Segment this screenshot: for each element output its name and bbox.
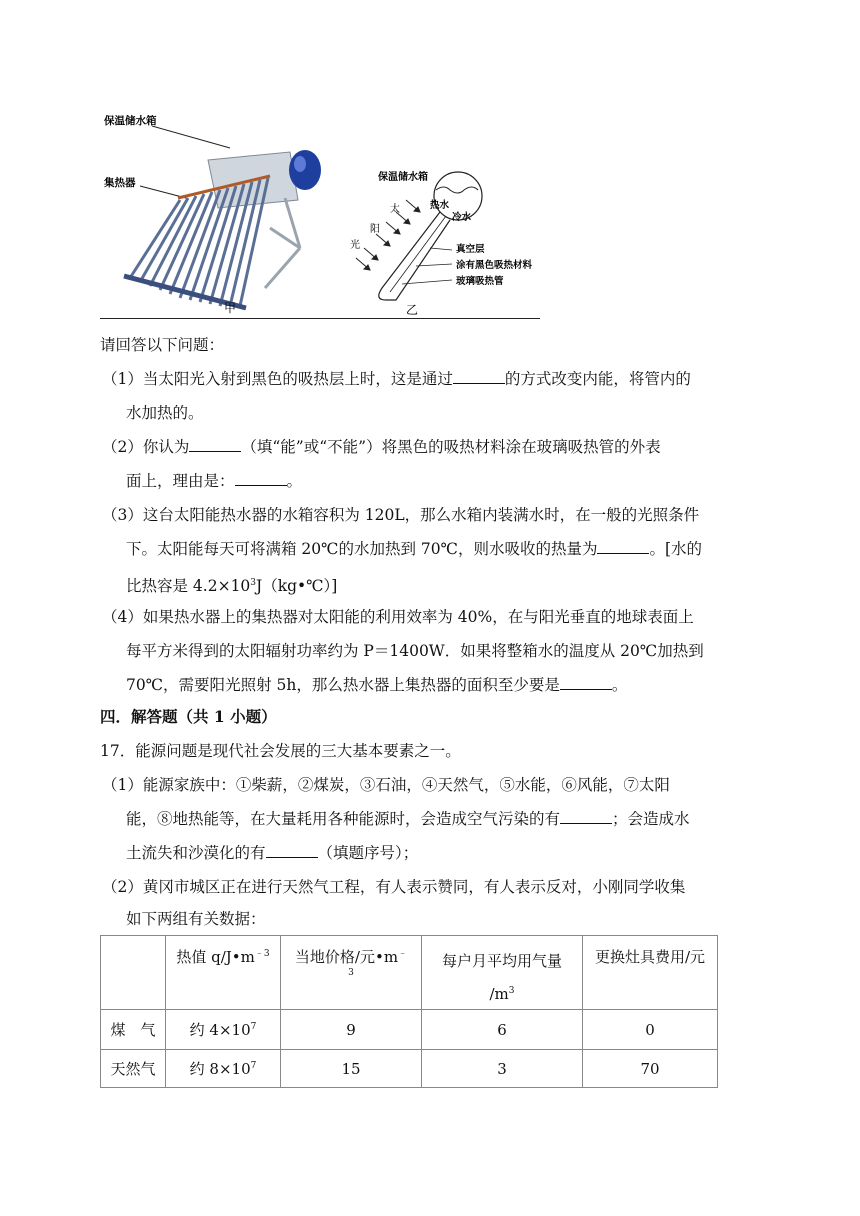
q3-blank[interactable]	[597, 539, 649, 554]
q4-line1: （4）如果热水器上的集热器对太阳能的利用效率为 40%，在与阳光垂直的地球表面上	[102, 608, 694, 626]
q1-text-b: 的方式改变内能，将管内的	[504, 370, 691, 388]
q3-text-c: 比热容是 4.2×10	[126, 577, 251, 596]
q3-line3	[126, 572, 786, 597]
row-cost: 70	[583, 1050, 718, 1088]
row-heat-sup: 7	[250, 1022, 257, 1032]
header-heat-text: 热值 q/J•m	[176, 948, 255, 966]
q1-line2: 水加热的。	[126, 404, 204, 422]
table-row	[101, 1050, 718, 1088]
row-cost: 0	[583, 1010, 718, 1050]
tube-diagram	[350, 170, 533, 317]
header-usage-unit: /m	[489, 985, 509, 1003]
section-heading: 四．解答题（共 1 小题）	[100, 707, 277, 726]
q3-text-a: 下。太阳能每天可将满箱 20℃的水加热到 70℃，则水吸收的热量为	[126, 540, 598, 558]
row-name: 天然气	[101, 1050, 166, 1088]
intro-text: 请回答以下问题：	[100, 336, 225, 354]
row-heat-text: 约 8×10	[189, 1060, 251, 1078]
row-usage: 6	[422, 1010, 583, 1050]
table-header-row	[101, 936, 718, 1010]
q17-p1-line3	[126, 842, 786, 864]
row-heat-value	[166, 1050, 281, 1088]
solar-heater-illustration	[103, 114, 321, 315]
q17-p1-line1: （1）能源家族中：①柴薪，②煤炭，③石油，④天然气，⑤水能，⑥风能，⑦太阳	[102, 776, 670, 794]
q4-text-a: 70℃，需要阳光照射 5h，那么热水器上集热器的面积至少要是	[126, 676, 560, 694]
q17-p2-line1: （2）黄冈市城区正在进行天然气工程，有人表示赞同，有人表示反对，小刚同学收集	[102, 878, 686, 896]
figure-divider	[100, 318, 540, 319]
q2-line2	[126, 470, 786, 492]
header-heat-value	[166, 936, 281, 1010]
q2-text-d: 。	[286, 472, 303, 490]
header-price-text: 当地价格/元•m	[294, 948, 399, 966]
q17-text-b: ；会造成水	[612, 810, 690, 828]
row-name: 煤 气	[101, 1010, 166, 1050]
q2-blank-1[interactable]	[189, 437, 241, 452]
row-price: 15	[281, 1050, 422, 1088]
label-vacuum: 真空层	[456, 244, 485, 255]
gas-comparison-table	[100, 935, 718, 1088]
row-heat-text: 约 4×10	[189, 1021, 251, 1039]
label-tank-right: 保温储水箱	[378, 172, 428, 183]
q17-p1-line2	[126, 808, 786, 830]
q17-stem: 17．能源问题是现代社会发展的三大基本要素之一。	[100, 742, 461, 760]
q17-text-c: 土流失和沙漠化的有	[126, 844, 266, 862]
sun-char-3: 光	[350, 240, 360, 251]
q17-blank-1[interactable]	[560, 809, 612, 824]
row-heat-sup: 7	[250, 1061, 257, 1071]
header-stove-cost: 更换灶具费用/元	[583, 936, 718, 1010]
label-cold-water: 冷水	[452, 212, 472, 223]
row-price: 9	[281, 1010, 422, 1050]
q2-line1	[102, 436, 762, 458]
q1-text-a: （1）当太阳光入射到黑色的吸热层上时，这是通过	[102, 370, 453, 388]
q3-text-d: J（kg•℃）]	[256, 577, 338, 596]
header-usage-text: 每户月平均用气量	[441, 952, 562, 970]
q1-blank[interactable]	[453, 369, 505, 384]
row-heat-value	[166, 1010, 281, 1050]
header-usage-sup: 3	[508, 986, 515, 996]
caption-left: 甲	[224, 301, 237, 315]
q17-p2-line2: 如下两组有关数据：	[126, 910, 266, 928]
q2-text-b: （填“能”或“不能”）将黑色的吸热材料涂在玻璃吸热管的外表	[241, 438, 661, 456]
caption-right: 乙	[406, 303, 419, 317]
label-coating: 涂有黑色吸热材料	[456, 260, 533, 271]
label-glass-tube: 玻璃吸热管	[456, 276, 504, 287]
sun-char-1: 太	[390, 204, 400, 215]
q2-text-c: 面上，理由是：	[126, 472, 235, 490]
header-empty-cell	[101, 936, 166, 1010]
sun-char-2: 阳	[370, 224, 380, 235]
q4-line2: 每平方米得到的太阳辐射功率约为 P＝1400W．如果将整箱水的温度从 20℃加热到	[126, 642, 704, 660]
q17-blank-2[interactable]	[266, 843, 318, 858]
q2-text-a: （2）你认为	[102, 438, 190, 456]
header-price-sup: ﹣	[398, 949, 408, 959]
header-price	[281, 936, 422, 1010]
q1-line1	[102, 368, 762, 390]
q3-line1: （3）这台太阳能热水器的水箱容积为 120L，那么水箱内装满水时，在一般的光照条件	[102, 506, 700, 524]
row-usage: 3	[422, 1050, 583, 1088]
solar-heater-figure	[100, 108, 540, 322]
header-heat-sup: ﹣3	[254, 949, 270, 959]
q4-line3	[126, 674, 786, 696]
label-collector: 集热器	[104, 177, 136, 189]
q3-line2	[126, 538, 786, 560]
label-tank: 保温储水箱	[104, 115, 157, 127]
q17-text-a: 能，⑧地热能等，在大量耗用各种能源时，会造成空气污染的有	[126, 810, 561, 828]
header-usage	[422, 936, 583, 1010]
q3-text-b: 。[水的	[649, 540, 703, 558]
q4-text-b: 。	[611, 676, 628, 694]
q4-blank[interactable]	[560, 675, 612, 690]
q2-blank-2[interactable]	[235, 471, 287, 486]
q3-exponent: 3	[250, 578, 257, 588]
table-row	[101, 1010, 718, 1050]
label-hot-water: 热水	[430, 200, 450, 211]
header-price-sup2: 3	[348, 968, 354, 978]
q17-text-d: （填题序号）；	[317, 844, 419, 862]
